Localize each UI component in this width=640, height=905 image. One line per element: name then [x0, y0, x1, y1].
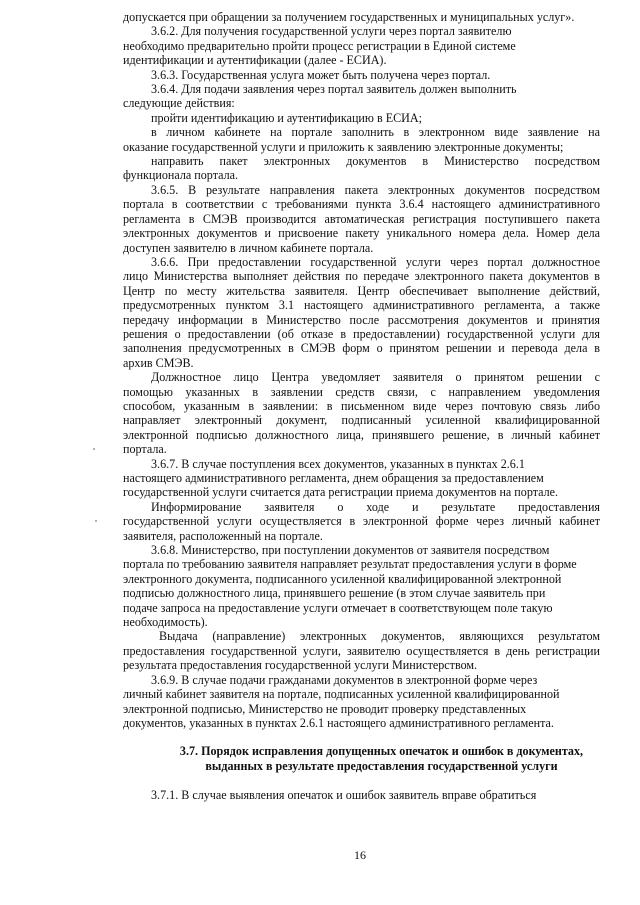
paragraph-line: направляет электронный документ, подписанный усиленной квалифицированной	[123, 413, 600, 428]
paragraph-line: лицо Министерства выполняет действия по передаче электронного пакета документов в	[123, 269, 600, 284]
paragraph-line: государственной услуги осуществляется в электронной форме через личный кабинет	[123, 514, 600, 529]
paragraph-line: электронной подписью, Министерство не проводит проверку представленных	[123, 701, 527, 716]
paragraph-line: предусмотренных пунктом 3.1 настоящего административного регламента, а также	[123, 298, 600, 313]
paragraph-line: доступен заявителю в личном кабинете портала.	[123, 240, 374, 255]
paragraph-line: документов, указанных в пунктах 2.6.1 настоящего административного регламента.	[123, 715, 554, 730]
paragraph-line: предоставления государственной услуги, заявителю осуществляется в день регистрации	[123, 643, 600, 658]
scan-speck	[93, 448, 95, 450]
paragraph-line: идентификации и аутентификации (далее - ЕСИА).	[123, 53, 387, 68]
paragraph-line: заявителя, расположенный на портале.	[123, 528, 323, 543]
paragraph-line: пройти идентификацию и аутентификацию в ЕСИА;	[151, 110, 422, 125]
paragraph-line: Должностное лицо Центра уведомляет заявителя о принятом решении с	[151, 370, 600, 385]
paragraph-line: государственной услуги считается дата регистрации приема документов на портале.	[123, 485, 559, 500]
paragraph-line: способом, указанным в заявлении: в письменном виде через почтовую связь либо	[123, 398, 600, 413]
paragraph-line: оказание государственной услуги и приложить к заявлению электронные документы;	[123, 139, 564, 154]
paragraph-line: в личном кабинете на портале заполнить в электронном виде заявление на	[151, 125, 600, 140]
paragraph-line: портала по требованию заявителя направляет результат предоставления услуги в форме	[123, 557, 577, 572]
paragraph-line: портала в соответствии с требованиями пункта 3.6.4 настоящего административного	[123, 197, 600, 212]
section-heading-line: выданных в результате предоставления государственной услуги	[205, 759, 558, 774]
paragraph-line: результата предоставления государственной услуги Министерством.	[123, 658, 478, 673]
paragraph-line: портала.	[123, 442, 167, 457]
paragraph-line: функционала портала.	[123, 168, 239, 183]
paragraph-line: помощью указанных в заявлении средств связи, с направлением уведомления	[123, 384, 600, 399]
paragraph-line: допускается при обращении за получением государственных и муниципальных услуг».	[123, 10, 575, 24]
paragraph-line: электронного документа, подписанного усиленной квалифицированной электронной	[123, 571, 562, 586]
paragraph-line: Выдача (направление) электронных документов, являющихся результатом	[159, 629, 600, 644]
paragraph-line: 3.6.9. В случае подачи гражданами документов в электронной форме через	[151, 672, 538, 687]
paragraph-line: подаче запроса на предоставление услуги отмечает в соответствующем поле такую	[123, 600, 553, 615]
paragraph-line: 3.6.2. Для получения государственной услуги через портал заявителю	[151, 24, 512, 39]
paragraph-line: 3.6.5. В результате направления пакета электронных документов посредством	[151, 182, 600, 197]
paragraph-line: электронных документов и присвоение пакету уникального номера дела. Номер дела	[123, 226, 600, 241]
paragraph-line: решения о предоставлении (об отказе в предоставлении) государственной услуги для	[123, 326, 600, 341]
document-body	[123, 10, 600, 730]
paragraph-line: необходимо предварительно пройти процесс регистрации в Единой системе	[123, 38, 516, 53]
paragraph-line: передачу информации в Министерство после рассмотрения документов и принятия	[123, 312, 600, 327]
paragraph-line: 3.6.6. При предоставлении государственной услуги через портал должностное	[151, 254, 600, 269]
section-heading-line: 3.7. Порядок исправления допущенных опечаток и ошибок в документах,	[179, 744, 584, 759]
section-heading	[123, 744, 600, 774]
paragraph-line: Центр по месту жительства заявителя. Центр обеспечивает выполнение действий,	[123, 283, 600, 298]
paragraph-line: архив СМЭВ.	[123, 355, 194, 370]
paragraph-line: следующие действия:	[123, 96, 235, 111]
paragraph-line: заполнения предусмотренных в СМЭВ форм о принятом решении и перевода дела в	[123, 341, 600, 356]
paragraph-line: 3.6.4. Для подачи заявления через портал заявитель должен выполнить	[151, 82, 517, 97]
paragraph-line: подписью должностного лица, принявшего решение (в этом случае заявитель при	[123, 586, 546, 601]
paragraph-line: личный кабинет заявителя на портале, подписанных усиленной квалифицированной	[123, 687, 560, 702]
page-number: 16	[354, 848, 366, 862]
paragraph-line: электронной подписью должностного лица, принявшего решение, в личный кабинет	[123, 427, 600, 442]
paragraph-line: 3.6.7. В случае поступления всех документов, указанных в пунктах 2.6.1	[151, 456, 525, 471]
paragraph-line: 3.6.3. Государственная услуга может быть получена через портал.	[151, 67, 491, 82]
paragraph-line: 3.7.1. В случае выявления опечаток и ошибок заявитель вправе обратиться	[151, 788, 537, 803]
scan-speck	[95, 520, 97, 522]
paragraph-line: необходимость).	[123, 615, 208, 630]
paragraph-line: регламента в СМЭВ производится автоматическая регистрация поступившего пакета	[123, 211, 600, 226]
paragraph-line: Информирование заявителя о ходе и результате предоставления	[151, 499, 600, 514]
paragraph-line: настоящего административного регламента, днем обращения за предоставлением	[123, 471, 544, 485]
paragraph-line: 3.6.8. Министерство, при поступлении документов от заявителя посредством	[151, 543, 550, 558]
paragraph-line: направить пакет электронных документов в Министерство посредством	[151, 154, 600, 169]
